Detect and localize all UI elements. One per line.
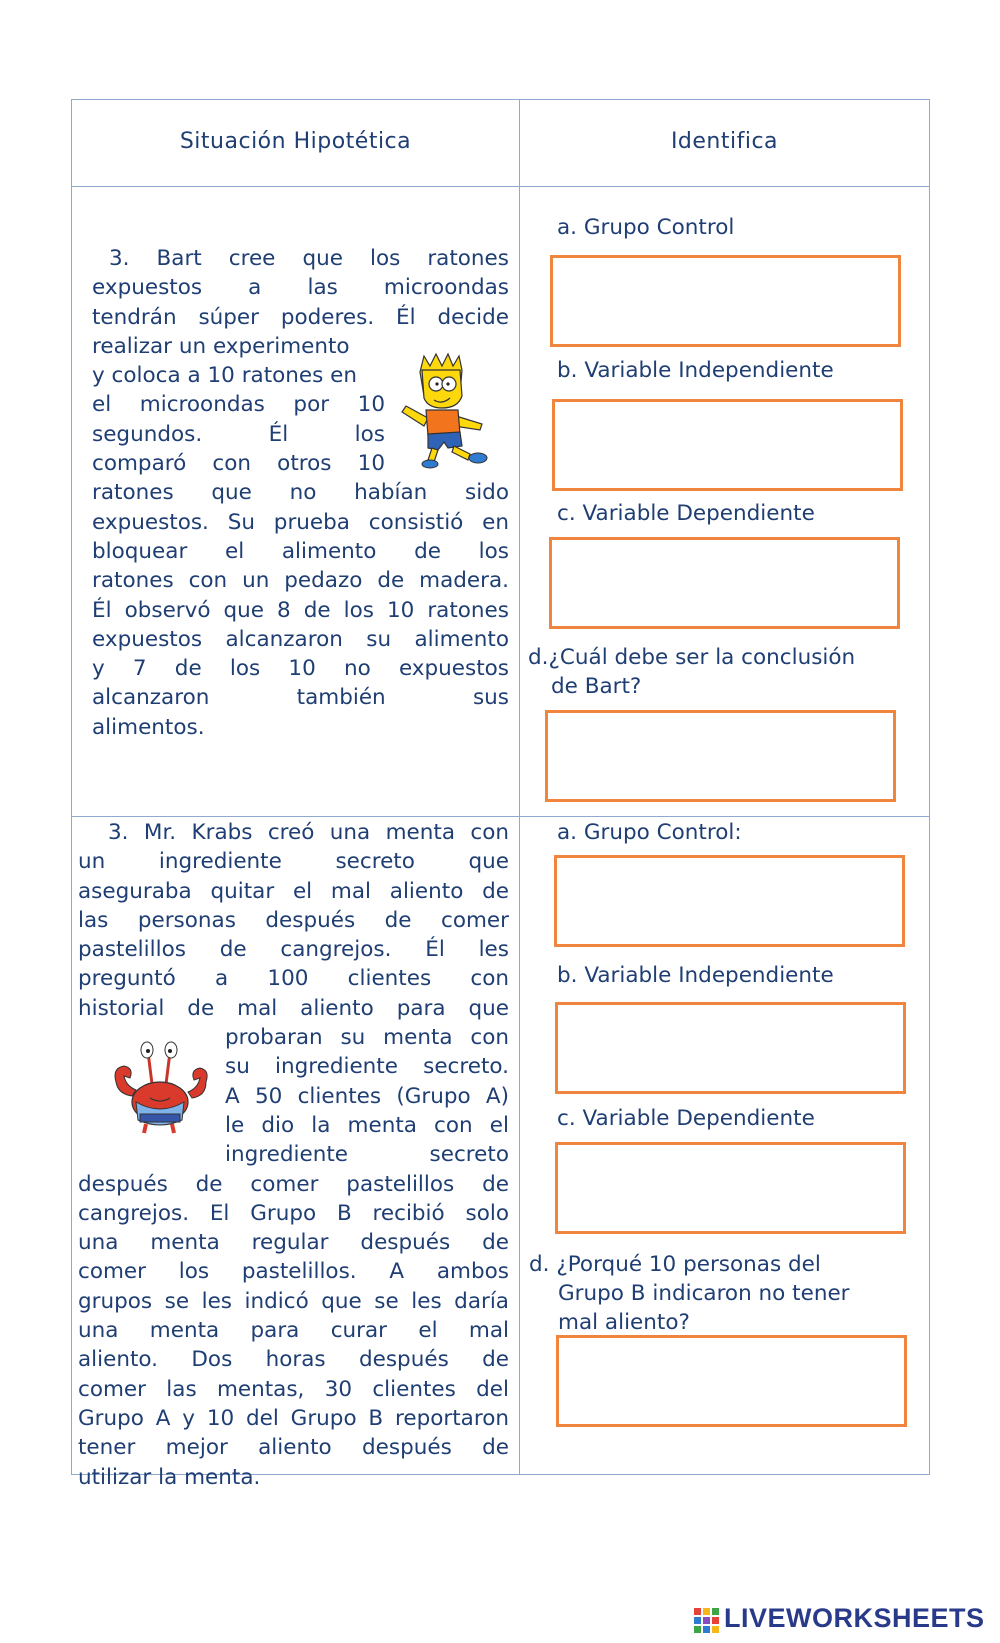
header-situacion: Situación Hipotética [179,129,412,154]
problem2-line: preguntó a 100 clientes con [78,966,509,992]
problem1-line: 3. Bart cree que los ratones [109,246,509,271]
problem1-line: y 7 de los 10 no expuestos [92,656,509,682]
problem2-line: cangrejos. El Grupo B recibió solo [78,1200,509,1226]
problem2-line: su ingrediente secreto. [225,1054,509,1080]
header-identifica: Identifica [670,129,779,154]
problem2-label-porque: d. ¿Porqué 10 personas del [529,1252,821,1277]
problem1-line: alimentos. [92,714,205,740]
problem2-line: utilizar la menta. [78,1464,261,1490]
problem1-line: ratones con un pedazo de madera. [92,568,509,594]
problem2-line: ingrediente secreto [225,1142,509,1168]
problem2-label-grupo-control: a. Grupo Control: [557,820,742,845]
problem1-line: y coloca a 10 ratones en [92,363,358,389]
table-column-divider [519,99,520,1475]
mr-krabs-illustration [110,1040,214,1134]
problem1-label-grupo-control: a. Grupo Control [557,215,735,240]
problem2-line: comer los pastelillos. A ambos [78,1259,509,1285]
problem2-answer-grupo-control[interactable] [554,855,905,947]
problem1-answer-variable-dependiente[interactable] [549,537,900,629]
problem1-answer-grupo-control[interactable] [550,255,901,347]
problem2-line: aseguraba quitar el mal aliento de [78,878,509,904]
problem2-line: tener mejor aliento después de [78,1435,509,1461]
problem1-line: bloquear el alimento de los [92,538,509,564]
problem2-answer-variable-independiente[interactable] [555,1002,906,1094]
problem2-answer-porque[interactable] [556,1335,907,1427]
problem1-line: expuestos alcanzaron su alimento [92,626,509,652]
problem1-line: ratones que no habían sido [92,480,509,506]
problem1-label-variable-independiente: b. Variable Independiente [557,358,834,383]
problem2-label-porque-cont2: mal aliento? [558,1310,690,1335]
problem2-line: Grupo A y 10 del Grupo B reportaron [78,1405,509,1431]
liveworksheets-logo-icon [694,1608,720,1634]
problem1-line: el microondas por 10 [92,392,385,418]
problem2-line: comer las mentas, 30 clientes del [78,1376,509,1402]
problem1-label-conclusion-cont: de Bart? [551,674,642,699]
problem2-line: después de comer pastelillos de [78,1171,509,1197]
problem1-label-conclusion: d.¿Cuál debe ser la conclusión [528,645,856,670]
problem1-line: tendrán súper poderes. Él decide [92,304,509,330]
problem2-label-variable-dependiente: c. Variable Dependiente [557,1106,815,1131]
problem1-answer-conclusion[interactable] [545,710,896,802]
problem2-line: 3. Mr. Krabs creó una menta con [108,820,509,845]
problem1-answer-variable-independiente[interactable] [552,399,903,491]
problem2-line: probaran su menta con [225,1025,509,1051]
problem1-text [92,244,509,742]
problem2-answer-variable-dependiente[interactable] [555,1142,906,1234]
table-border-top [71,99,930,100]
table-border-left [71,99,72,1475]
problem2-line: una menta para curar el mal [78,1318,509,1344]
problem2-text [78,818,509,1492]
table-border-right [929,99,930,1475]
problem2-label-porque-cont: Grupo B indicaron no tener [558,1281,850,1306]
bart-simpson-illustration [398,352,496,470]
problem2-line: aliento. Dos horas después de [78,1347,509,1373]
problem1-line: expuestos a las microondas [92,275,509,301]
problem2-line: A 50 clientes (Grupo A) [225,1083,509,1109]
problem2-line: las personas después de comer [78,907,509,933]
problem2-label-variable-independiente: b. Variable Independiente [557,963,834,988]
table-row-divider [71,816,930,817]
problem2-line: le dio la menta con el [225,1112,509,1138]
liveworksheets-brand[interactable]: LIVEWORKSHEETS [724,1603,985,1633]
table-header-divider [71,186,930,187]
problem1-line: alcanzaron también sus [92,685,509,711]
problem1-label-variable-dependiente: c. Variable Dependiente [557,501,815,526]
problem1-line: realizar un experimento [92,333,350,359]
problem2-line: un ingrediente secreto que [78,849,509,875]
problem1-line: comparó con otros 10 [92,451,385,477]
problem2-line: una menta regular después de [78,1230,509,1256]
problem2-line: grupos se les indicó que se les daría [78,1288,509,1314]
problem1-line: segundos. Él los [92,421,385,447]
problem1-line: Él observó que 8 de los 10 ratones [92,597,509,623]
problem2-line: pastelillos de cangrejos. Él les [78,937,509,963]
problem1-line: expuestos. Su prueba consistió en [92,509,509,535]
problem2-line: historial de mal aliento para que [78,995,509,1021]
